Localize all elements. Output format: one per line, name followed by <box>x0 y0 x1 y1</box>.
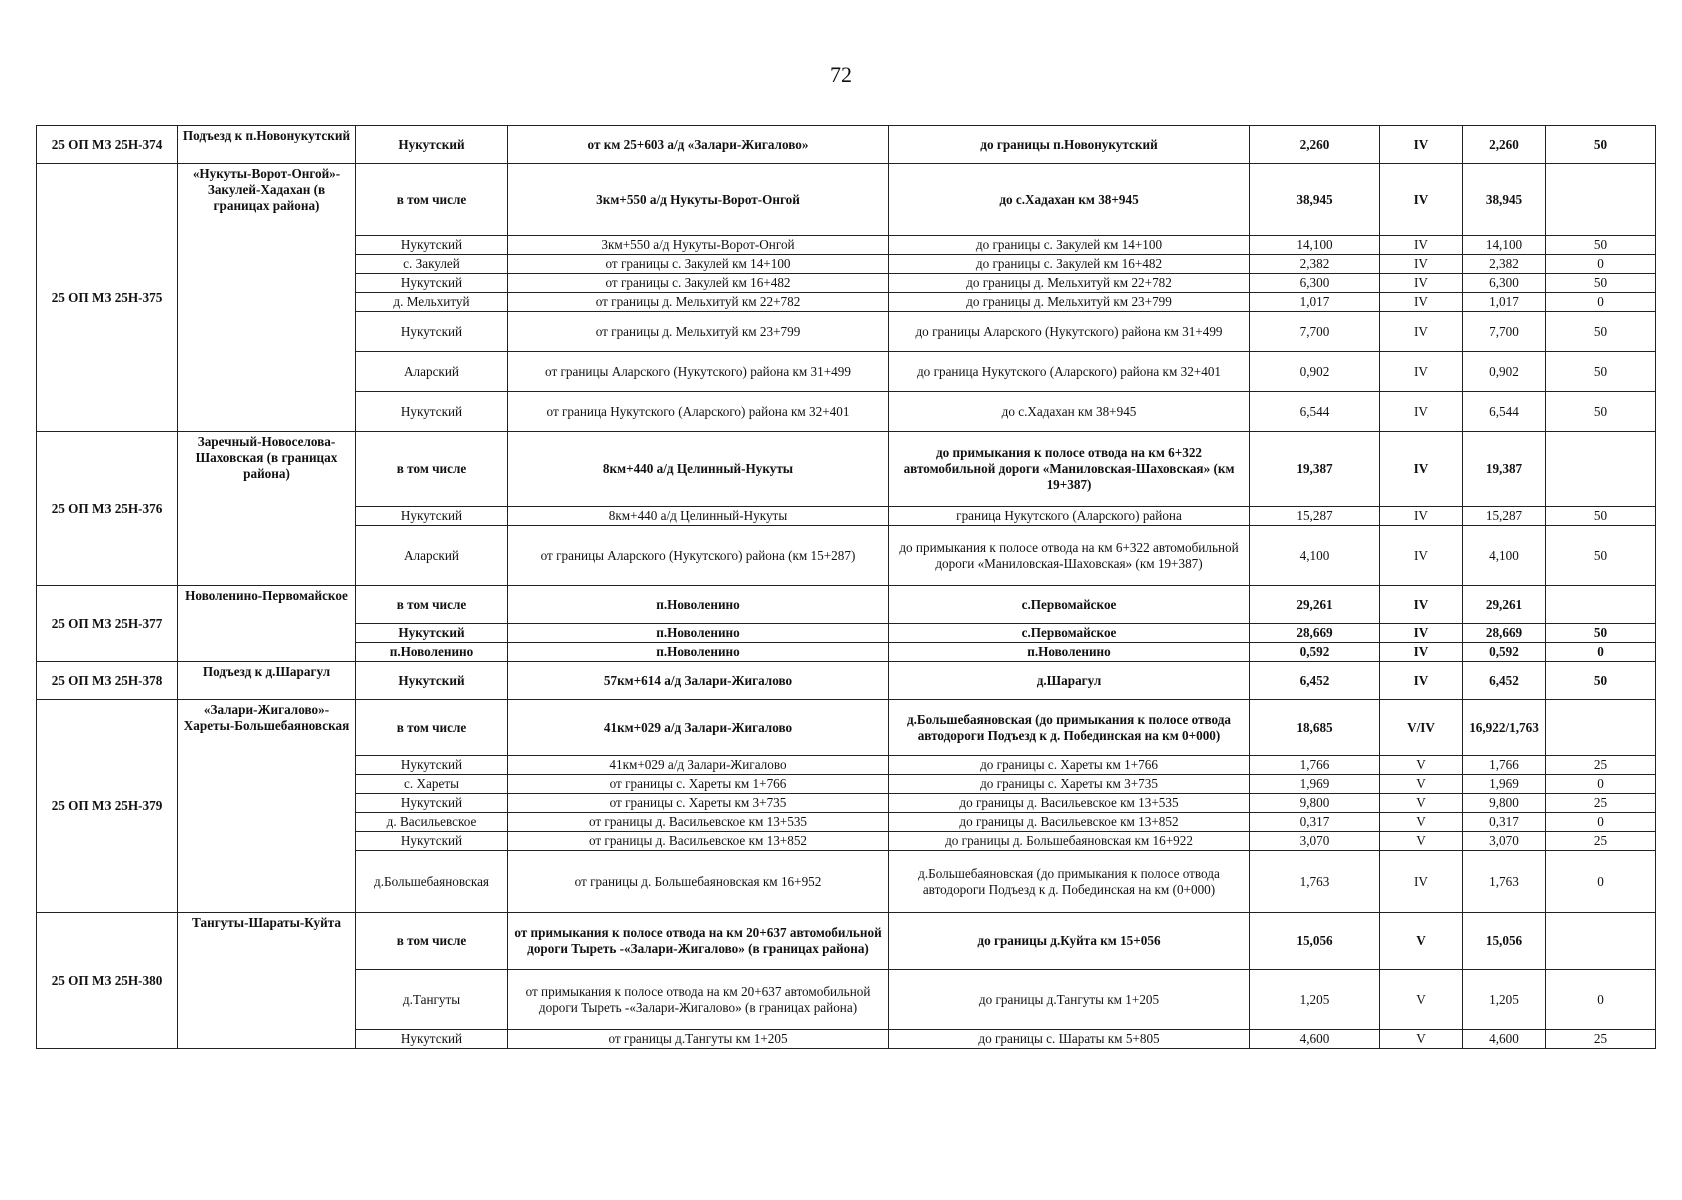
value-cell: 50 <box>1546 126 1656 164</box>
to-cell: до границы с. Хареты км 1+766 <box>889 756 1250 775</box>
category-cell: IV <box>1380 312 1463 352</box>
length-total-cell: 3,070 <box>1463 832 1546 851</box>
from-cell: от границы с. Закулей км 14+100 <box>508 255 889 274</box>
value-cell: 0 <box>1546 813 1656 832</box>
from-cell: от примыкания к полосе отвода на км 20+637 автомобильной дороги Тыреть -«Залари-Жигалово» (в границах района) <box>508 970 889 1030</box>
from-cell: от границы с. Хареты км 3+735 <box>508 794 889 813</box>
from-cell: от границы д. Васильевское км 13+852 <box>508 832 889 851</box>
length-total-cell: 1,969 <box>1463 775 1546 794</box>
length-cell: 4,100 <box>1250 526 1380 586</box>
to-cell: до границы д.Тангуты км 1+205 <box>889 970 1250 1030</box>
length-total-cell: 4,600 <box>1463 1030 1546 1049</box>
length-total-cell: 1,763 <box>1463 851 1546 913</box>
length-cell: 6,452 <box>1250 662 1380 700</box>
length-total-cell: 6,544 <box>1463 392 1546 432</box>
from-cell: от границы д. Васильевское км 13+535 <box>508 813 889 832</box>
value-cell <box>1546 913 1656 970</box>
value-cell: 0 <box>1546 851 1656 913</box>
length-cell: 29,261 <box>1250 586 1380 624</box>
to-cell: до с.Хадахан км 38+945 <box>889 392 1250 432</box>
category-cell: V <box>1380 913 1463 970</box>
value-cell: 0 <box>1546 775 1656 794</box>
value-cell <box>1546 700 1656 756</box>
length-total-cell: 15,287 <box>1463 507 1546 526</box>
length-cell: 6,544 <box>1250 392 1380 432</box>
length-total-cell: 29,261 <box>1463 586 1546 624</box>
road-name-cell: «Залари-Жигалово»-Хареты-Большебаяновская <box>178 700 356 913</box>
value-cell: 25 <box>1546 1030 1656 1049</box>
district-cell: Нукутский <box>356 1030 508 1049</box>
from-cell: от границы д. Мельхитуй км 23+799 <box>508 312 889 352</box>
length-cell: 28,669 <box>1250 624 1380 643</box>
district-cell: с. Закулей <box>356 255 508 274</box>
category-cell: IV <box>1380 293 1463 312</box>
length-cell: 1,969 <box>1250 775 1380 794</box>
length-total-cell: 4,100 <box>1463 526 1546 586</box>
to-cell: до границы с. Шараты км 5+805 <box>889 1030 1250 1049</box>
length-cell: 2,260 <box>1250 126 1380 164</box>
road-code-cell: 25 ОП МЗ 25Н-374 <box>37 126 178 164</box>
value-cell: 0 <box>1546 970 1656 1030</box>
to-cell: до границы д. Васильевское км 13+535 <box>889 794 1250 813</box>
category-cell: V/IV <box>1380 700 1463 756</box>
road-name-cell: Подъезд к п.Новонукутский <box>178 126 356 164</box>
table-row <box>37 126 1656 164</box>
from-cell: от границы Аларского (Нукутского) района (км 15+287) <box>508 526 889 586</box>
category-cell: V <box>1380 794 1463 813</box>
length-cell: 18,685 <box>1250 700 1380 756</box>
district-cell: Нукутский <box>356 624 508 643</box>
length-total-cell: 1,766 <box>1463 756 1546 775</box>
from-cell: от границы д. Мельхитуй км 22+782 <box>508 293 889 312</box>
road-code-cell: 25 ОП МЗ 25Н-375 <box>37 164 178 432</box>
category-cell: IV <box>1380 126 1463 164</box>
length-total-cell: 0,317 <box>1463 813 1546 832</box>
value-cell: 50 <box>1546 526 1656 586</box>
road-code-cell: 25 ОП МЗ 25Н-380 <box>37 913 178 1049</box>
to-cell: граница Нукутского (Аларского) района <box>889 507 1250 526</box>
length-cell: 1,766 <box>1250 756 1380 775</box>
district-cell: Аларский <box>356 526 508 586</box>
length-cell: 6,300 <box>1250 274 1380 293</box>
district-cell: Нукутский <box>356 126 508 164</box>
road-name-cell: Подъезд к д.Шарагул <box>178 662 356 700</box>
length-total-cell: 7,700 <box>1463 312 1546 352</box>
category-cell: IV <box>1380 586 1463 624</box>
district-cell: в том числе <box>356 700 508 756</box>
road-name-cell: Тангуты-Шараты-Куйта <box>178 913 356 1049</box>
district-cell: д.Большебаяновская <box>356 851 508 913</box>
district-cell: Аларский <box>356 352 508 392</box>
from-cell: 3км+550 а/д Нукуты-Ворот-Онгой <box>508 164 889 236</box>
district-cell: Нукутский <box>356 794 508 813</box>
length-cell: 38,945 <box>1250 164 1380 236</box>
road-code-cell: 25 ОП МЗ 25Н-376 <box>37 432 178 586</box>
category-cell: V <box>1380 970 1463 1030</box>
length-cell: 1,205 <box>1250 970 1380 1030</box>
value-cell: 0 <box>1546 255 1656 274</box>
length-cell: 3,070 <box>1250 832 1380 851</box>
length-cell: 19,387 <box>1250 432 1380 507</box>
value-cell: 25 <box>1546 756 1656 775</box>
from-cell: 8км+440 а/д Целинный-Нукуты <box>508 507 889 526</box>
length-cell: 0,592 <box>1250 643 1380 662</box>
value-cell: 25 <box>1546 794 1656 813</box>
category-cell: IV <box>1380 352 1463 392</box>
category-cell: IV <box>1380 164 1463 236</box>
category-cell: IV <box>1380 851 1463 913</box>
length-total-cell: 19,387 <box>1463 432 1546 507</box>
district-cell: Нукутский <box>356 832 508 851</box>
length-cell: 0,317 <box>1250 813 1380 832</box>
category-cell: V <box>1380 775 1463 794</box>
value-cell: 0 <box>1546 643 1656 662</box>
value-cell: 50 <box>1546 236 1656 255</box>
length-total-cell: 38,945 <box>1463 164 1546 236</box>
district-cell: с. Хареты <box>356 775 508 794</box>
category-cell: V <box>1380 1030 1463 1049</box>
from-cell: п.Новоленино <box>508 643 889 662</box>
value-cell: 50 <box>1546 274 1656 293</box>
road-name-cell: «Нукуты-Ворот-Онгой»-Закулей-Хадахан (в границах района) <box>178 164 356 432</box>
district-cell: в том числе <box>356 164 508 236</box>
length-total-cell: 0,902 <box>1463 352 1546 392</box>
to-cell: д.Большебаяновская (до примыкания к полосе отвода автодороги Подъезд к д. Побединская на км 0+000) <box>889 700 1250 756</box>
value-cell: 50 <box>1546 392 1656 432</box>
value-cell: 25 <box>1546 832 1656 851</box>
value-cell: 50 <box>1546 662 1656 700</box>
value-cell: 50 <box>1546 312 1656 352</box>
value-cell: 50 <box>1546 352 1656 392</box>
value-cell: 50 <box>1546 507 1656 526</box>
from-cell: п.Новоленино <box>508 624 889 643</box>
length-cell: 1,763 <box>1250 851 1380 913</box>
from-cell: от примыкания к полосе отвода на км 20+637 автомобильной дороги Тыреть -«Залари-Жигалово» (в границах района) <box>508 913 889 970</box>
district-cell: Нукутский <box>356 236 508 255</box>
length-total-cell: 2,260 <box>1463 126 1546 164</box>
district-cell: в том числе <box>356 586 508 624</box>
length-cell: 1,017 <box>1250 293 1380 312</box>
category-cell: IV <box>1380 507 1463 526</box>
to-cell: до границы д.Куйта км 15+056 <box>889 913 1250 970</box>
to-cell: с.Первомайское <box>889 586 1250 624</box>
from-cell: 8км+440 а/д Целинный-Нукуты <box>508 432 889 507</box>
length-cell: 9,800 <box>1250 794 1380 813</box>
district-cell: Нукутский <box>356 312 508 352</box>
from-cell: от граница Нукутского (Аларского) района км 32+401 <box>508 392 889 432</box>
length-total-cell: 0,592 <box>1463 643 1546 662</box>
to-cell: до границы д. Васильевское км 13+852 <box>889 813 1250 832</box>
category-cell: IV <box>1380 526 1463 586</box>
district-cell: д. Мельхитуй <box>356 293 508 312</box>
length-total-cell: 28,669 <box>1463 624 1546 643</box>
table-row <box>37 164 1656 236</box>
length-total-cell: 6,300 <box>1463 274 1546 293</box>
length-cell: 15,287 <box>1250 507 1380 526</box>
table-row <box>37 700 1656 756</box>
road-registry-table <box>36 125 1656 1049</box>
to-cell: до границы Аларского (Нукутского) района км 31+499 <box>889 312 1250 352</box>
to-cell: до границы п.Новонукутский <box>889 126 1250 164</box>
category-cell: IV <box>1380 624 1463 643</box>
district-cell: д. Васильевское <box>356 813 508 832</box>
to-cell: до с.Хадахан км 38+945 <box>889 164 1250 236</box>
to-cell: до границы д. Мельхитуй км 22+782 <box>889 274 1250 293</box>
to-cell: д.Шарагул <box>889 662 1250 700</box>
length-total-cell: 9,800 <box>1463 794 1546 813</box>
road-code-cell: 25 ОП МЗ 25Н-377 <box>37 586 178 662</box>
category-cell: V <box>1380 756 1463 775</box>
to-cell: до границы д. Мельхитуй км 23+799 <box>889 293 1250 312</box>
district-cell: в том числе <box>356 432 508 507</box>
length-cell: 4,600 <box>1250 1030 1380 1049</box>
length-total-cell: 1,017 <box>1463 293 1546 312</box>
length-cell: 14,100 <box>1250 236 1380 255</box>
category-cell: IV <box>1380 432 1463 507</box>
category-cell: IV <box>1380 392 1463 432</box>
to-cell: до примыкания к полосе отвода на км 6+322 автомобильной дороги «Маниловская-Шаховская» (км 19+387) <box>889 432 1250 507</box>
from-cell: от границы д.Тангуты км 1+205 <box>508 1030 889 1049</box>
to-cell: до границы с. Закулей км 16+482 <box>889 255 1250 274</box>
length-total-cell: 16,922/1,763 <box>1463 700 1546 756</box>
length-total-cell: 15,056 <box>1463 913 1546 970</box>
length-total-cell: 6,452 <box>1463 662 1546 700</box>
from-cell: от км 25+603 а/д «Залари-Жигалово» <box>508 126 889 164</box>
district-cell: Нукутский <box>356 274 508 293</box>
to-cell: до границы с. Закулей км 14+100 <box>889 236 1250 255</box>
table-row <box>37 662 1656 700</box>
table-row <box>37 432 1656 507</box>
page-number: 72 <box>830 62 852 87</box>
category-cell: IV <box>1380 643 1463 662</box>
to-cell: до примыкания к полосе отвода на км 6+322 автомобильной дороги «Маниловская-Шаховская» (км 19+387) <box>889 526 1250 586</box>
district-cell: Нукутский <box>356 662 508 700</box>
district-cell: Нукутский <box>356 507 508 526</box>
value-cell <box>1546 586 1656 624</box>
from-cell: 3км+550 а/д Нукуты-Ворот-Онгой <box>508 236 889 255</box>
road-code-cell: 25 ОП МЗ 25Н-379 <box>37 700 178 913</box>
from-cell: 41км+029 а/д Залари-Жигалово <box>508 756 889 775</box>
road-name-cell: Заречный-Новоселова-Шаховская (в границах района) <box>178 432 356 586</box>
district-cell: Нукутский <box>356 392 508 432</box>
category-cell: IV <box>1380 255 1463 274</box>
to-cell: д.Большебаяновская (до примыкания к полосе отвода автодороги Подъезд к д. Побединская на км (0+000) <box>889 851 1250 913</box>
category-cell: V <box>1380 832 1463 851</box>
table-row <box>37 913 1656 970</box>
to-cell: до границы д. Большебаяновская км 16+922 <box>889 832 1250 851</box>
from-cell: от границы Аларского (Нукутского) района км 31+499 <box>508 352 889 392</box>
category-cell: IV <box>1380 236 1463 255</box>
to-cell: до границы с. Хареты км 3+735 <box>889 775 1250 794</box>
length-total-cell: 14,100 <box>1463 236 1546 255</box>
value-cell <box>1546 432 1656 507</box>
value-cell <box>1546 164 1656 236</box>
length-total-cell: 2,382 <box>1463 255 1546 274</box>
road-name-cell: Новоленино-Первомайское <box>178 586 356 662</box>
value-cell: 50 <box>1546 624 1656 643</box>
length-cell: 7,700 <box>1250 312 1380 352</box>
from-cell: 41км+029 а/д Залари-Жигалово <box>508 700 889 756</box>
length-cell: 0,902 <box>1250 352 1380 392</box>
from-cell: от границы с. Закулей км 16+482 <box>508 274 889 293</box>
length-cell: 15,056 <box>1250 913 1380 970</box>
value-cell: 0 <box>1546 293 1656 312</box>
district-cell: в том числе <box>356 913 508 970</box>
to-cell: до граница Нукутского (Аларского) района км 32+401 <box>889 352 1250 392</box>
district-cell: д.Тангуты <box>356 970 508 1030</box>
length-cell: 2,382 <box>1250 255 1380 274</box>
length-total-cell: 1,205 <box>1463 970 1546 1030</box>
to-cell: с.Первомайское <box>889 624 1250 643</box>
district-cell: п.Новоленино <box>356 643 508 662</box>
category-cell: V <box>1380 813 1463 832</box>
from-cell: 57км+614 а/д Залари-Жигалово <box>508 662 889 700</box>
table-row <box>37 586 1656 624</box>
district-cell: Нукутский <box>356 756 508 775</box>
to-cell: п.Новоленино <box>889 643 1250 662</box>
category-cell: IV <box>1380 274 1463 293</box>
from-cell: от границы с. Хареты км 1+766 <box>508 775 889 794</box>
from-cell: от границы д. Большебаяновская км 16+952 <box>508 851 889 913</box>
from-cell: п.Новоленино <box>508 586 889 624</box>
road-code-cell: 25 ОП МЗ 25Н-378 <box>37 662 178 700</box>
category-cell: IV <box>1380 662 1463 700</box>
